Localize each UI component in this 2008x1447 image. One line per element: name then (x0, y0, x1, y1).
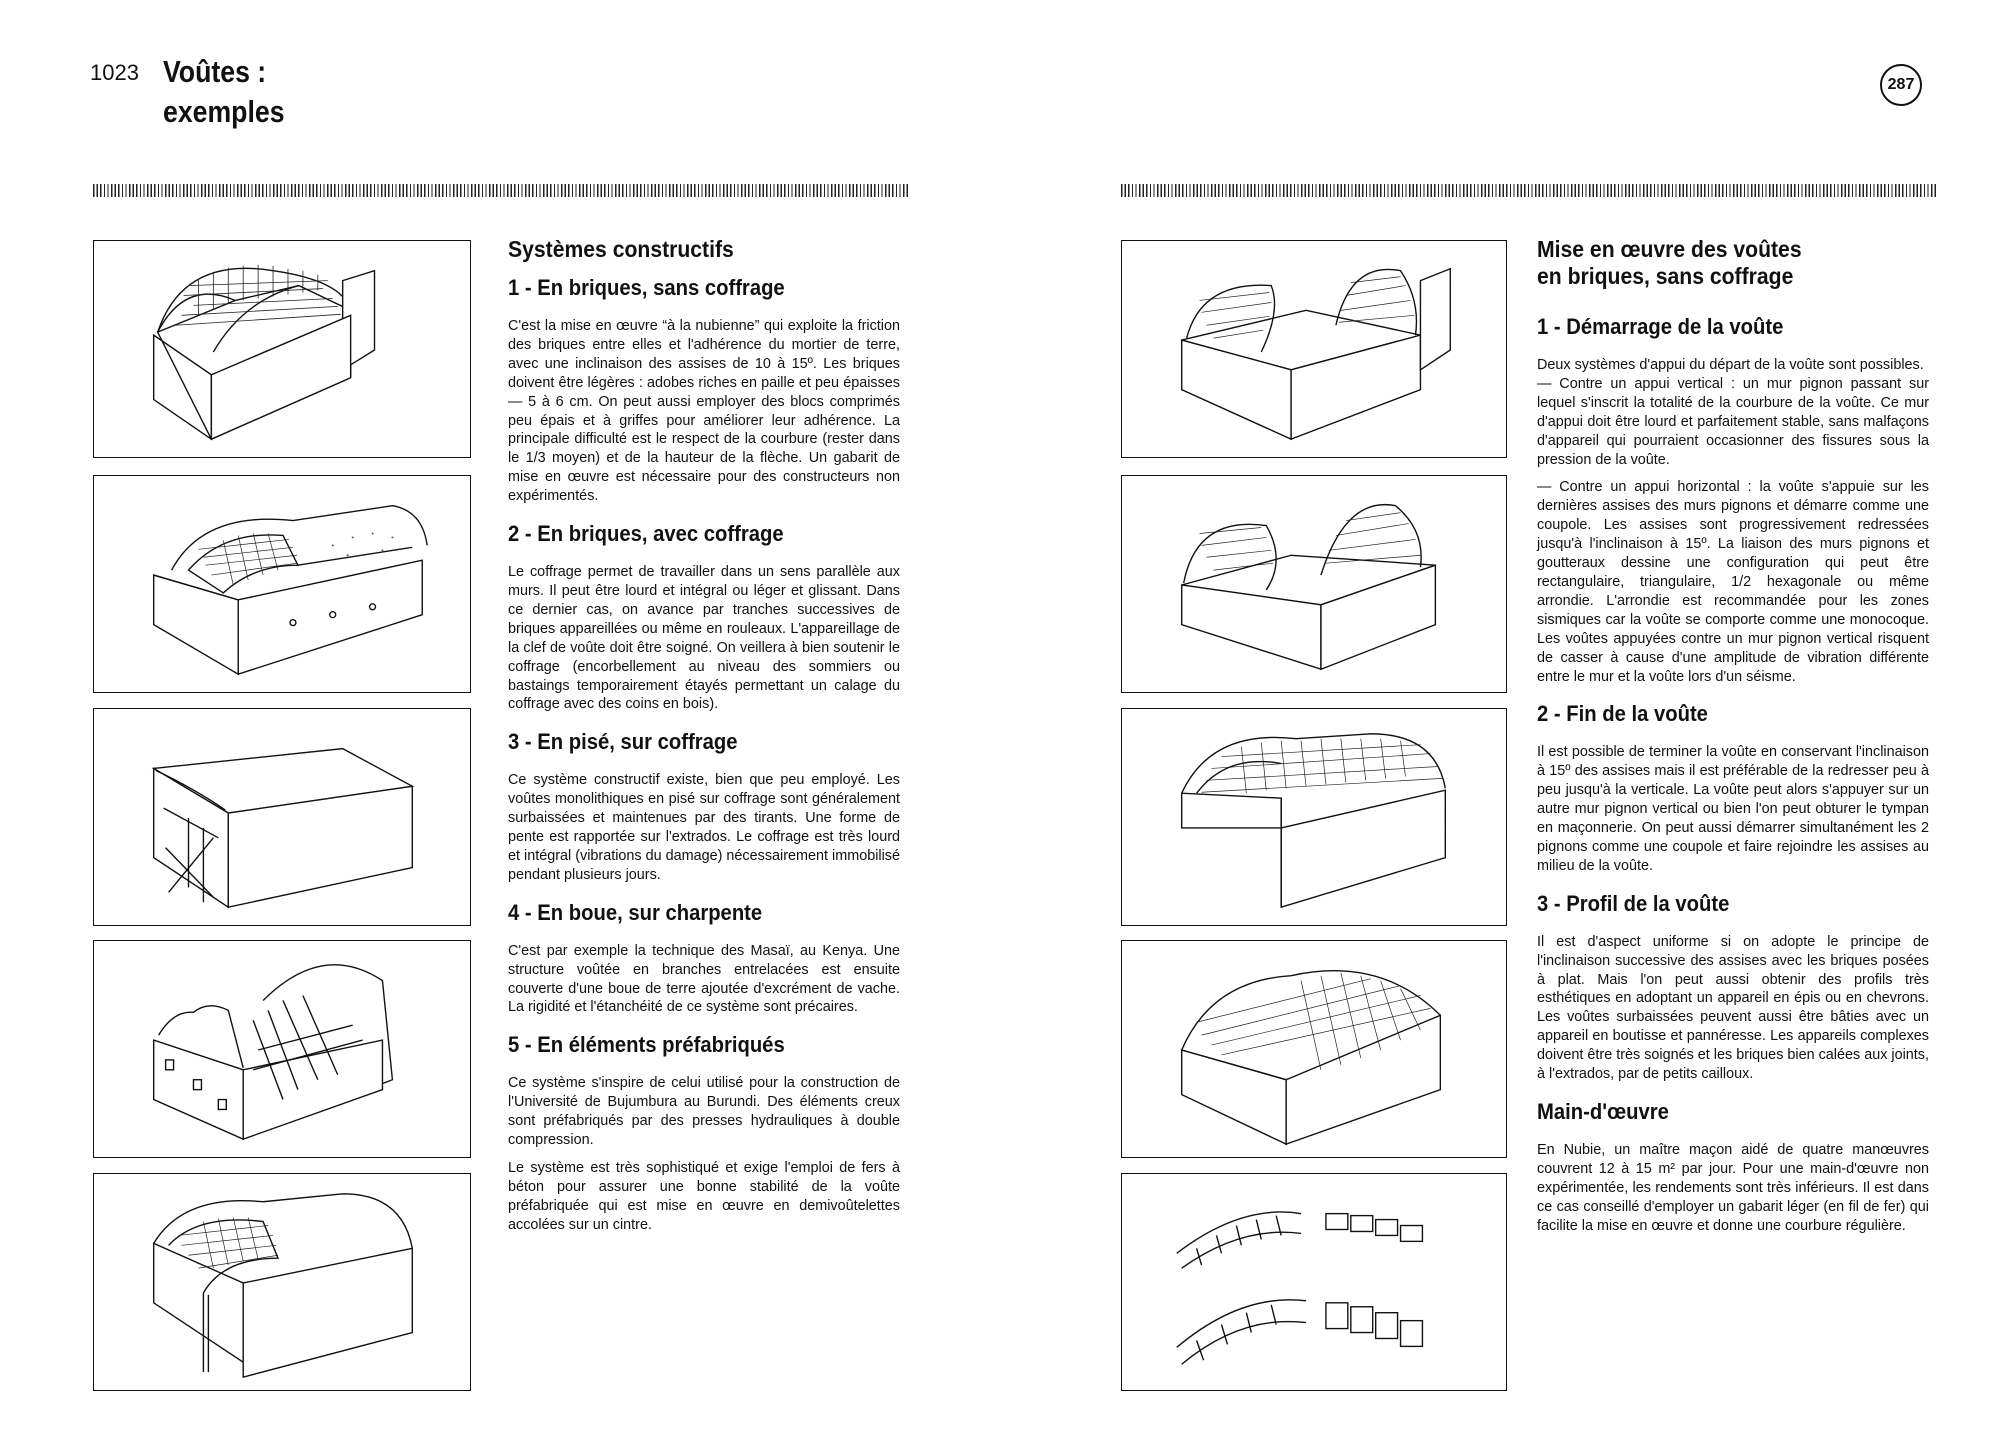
section-title: 3 - Profil de la voûte (1537, 890, 1730, 916)
illustration-rammed-earth-vault-formwork (93, 708, 471, 926)
heading-line-2: en briques, sans coffrage (1537, 263, 1794, 289)
title-line-1: Voûtes : (163, 54, 267, 89)
paragraph: Le système est très sophistiqué et exige l'emploi de fers à béton pour assurer une bonne stabilité de la voûte préfabriquée qui est mise en œuvre en demivoûtelettes accolées sur un cintre. (508, 1160, 900, 1233)
section-title: 2 - Fin de la voûte (1537, 701, 1708, 727)
section-title: 2 - En briques, avec coffrage (508, 521, 784, 547)
section-title: 3 - En pisé, sur coffrage (508, 729, 738, 755)
section-4 (508, 900, 900, 1018)
section-1 (1537, 314, 1929, 686)
page-number: 1023 (90, 60, 139, 85)
section-title: 1 - Démarrage de la voûte (1537, 314, 1784, 339)
section-3 (1537, 891, 1929, 1084)
section-title: Main-d'œuvre (1537, 1099, 1669, 1124)
circled-page-number: 287 (1880, 64, 1922, 106)
illustration-vault-profile (1121, 940, 1507, 1158)
heading-line-1: Mise en œuvre des voûtes (1537, 236, 1802, 262)
illustration-mud-vault-on-framework (93, 940, 471, 1158)
paragraph: — Contre un appui horizontal : la voûte s'appuie sur les dernières assises des murs pignons et démarre comme une coupole. Les assises sont progressivement redressées jusqu'à l'inclinaison à 15º. La liaison des murs pignons et goutteraux dessine une configuration qui peut être rectangulaire, triangulaire, 1/2 hexagonale ou même arrondie. L'arrondie est recommandée pour les zones sismiques car la voûte se comporte comme une monocoque. Les voûtes appuyées contre un mur pignon vertical risquent de casser à cause d'une amplitude de vibration différente entre le mur et la voûte lors d'un séisme. (1537, 479, 1929, 685)
paragraph: Il est d'aspect uniforme si on adopte le principe de l'inclinaison successive des assises avec les briques posées à plat. Mais l'on peut aussi obtenir des profils très esthétiques en adoptant un appareil en épis ou en chevrons. Les voûtes surbaissées peuvent aussi être bâties avec un appareil en boutisse et pannéresse. Les appareils complexes doivent être très soignés et les briques bien calées aux joints, à l'extrados, par de petits cailloux. (1537, 933, 1929, 1083)
illustration-brick-vault-no-formwork (93, 240, 471, 458)
section-2 (508, 521, 900, 714)
section-title: 4 - En boue, sur charpente (508, 899, 763, 925)
paragraph: Deux systèmes d'appui du départ de la voûte sont possibles. — Contre un appui vertical : un mur pignon passant sur lequel s'inscrit la totalité de la courbure de la voûte. Ce mur d'appui doit être lourd et parfaitement stable, sans malfaçons d'appareil qui pourraient occasionner des fissures sous la pression de la voûte. (1537, 357, 1929, 468)
illustration-vault-start-horizontal-support (1121, 475, 1507, 693)
right-hatched-rule (1121, 184, 1936, 197)
section-heading-mise-en-oeuvre (1537, 236, 1898, 290)
paragraph: Ce système constructif existe, bien que peu employé. Les voûtes monolithiques en pisé sur coffrage sont généralement surbaissées et maintenues par des tirants. Une forme de pente est rapportée sur l'extrados. Le coffrage est très lourd et intégral (vibrations du damage) nécessairement immobilisé pendant plusieurs jours. (508, 772, 900, 883)
paragraph: C'est la mise en œuvre “à la nubienne” qui exploite la friction des briques entre elles et l'adhérence du mortier de terre, avec une inclinaison des assises de 10 à 15º. Les briques doivent être légères : adobes riches en paille et peu épaisses — 5 à 6 cm. On peut aussi employer des blocs comprimés peu épais et à griffes pour améliorer leur adhérence. La principale difficulté est le respect de la courbure (rester dans le 1/3 moyen) et de la hauteur de la flèche. Un gabarit de mise en œuvre est nécessaire pour des constructeurs non expérimentés. (508, 318, 900, 505)
paragraph: C'est par exemple la technique des Masaï, au Kenya. Une structure voûtée en branches entrelacées est ensuite couverte d'une boue de terre ajoutée d'excrément de vache. La rigidité et l'étanchéité de ce système sont précaires. (508, 942, 900, 1016)
illustration-prefabricated-vault (93, 1173, 471, 1391)
paragraph: En Nubie, un maître maçon aidé de quatre manœuvres couvrent 12 à 15 m² par jour. Pour une main-d'œuvre non expérimentée, les rendements sont très inférieurs. Il est dans ce cas conseillé d'employer un gabarit léger (en fil de fer) qui facilite la mise en œuvre et donne une courbure régulière. (1537, 1142, 1929, 1234)
right-text-column (1537, 236, 1929, 1251)
section-title: 1 - En briques, sans coffrage (508, 275, 785, 300)
illustration-vault-end (1121, 708, 1507, 926)
left-text-column (508, 236, 900, 1250)
section-heading-systemes: Systèmes constructifs (508, 236, 734, 262)
section-2 (1537, 701, 1929, 875)
paragraph: Ce système s'inspire de celui utilisé pour la construction de l'Université de Bujumbura au Burundi. Des éléments creux sont préfabriqués par des presses hydrauliques à double compression. (508, 1075, 900, 1149)
paragraph: Le coffrage permet de travailler dans un sens parallèle aux murs. Il peut être lourd et intégral ou léger et glissant. Dans ce dernier cas, on avance par tranches successives de briques appareillées ou même en rouleaux. L'appareillage de la clef de voûte doit être soigné. On veillera à bien soutenir le coffrage (encorbellement au niveau des sommiers ou bastaings temporairement étayés permettant un calage du coffrage avec des coins en bois). (508, 564, 900, 713)
section-title: 5 - En éléments préfabriqués (508, 1032, 785, 1058)
section-1 (508, 275, 900, 506)
section-4 (1537, 1099, 1929, 1236)
left-hatched-rule (93, 184, 908, 197)
section-5 (508, 1032, 900, 1234)
illustration-vault-start-vertical-support (1121, 240, 1507, 458)
title-line-2: exemples (163, 94, 285, 129)
page-title (163, 52, 285, 132)
illustration-brick-vault-with-formwork (93, 475, 471, 693)
paragraph: Il est possible de terminer la voûte en conservant l'inclinaison à 15º des assises mais il est préférable de la redresser peu à peu jusqu'à la verticale. La voûte peut alors s'appuyer sur un autre mur pignon vertical ou bien l'on peut obturer le tympan en maçonnerie. On peut aussi démarrer simultanément les 2 pignons comme une coupole et faire rejoindre les assises au milieu de la voûte. (1537, 744, 1929, 874)
section-3 (508, 729, 900, 884)
illustration-brick-patterns (1121, 1173, 1507, 1391)
